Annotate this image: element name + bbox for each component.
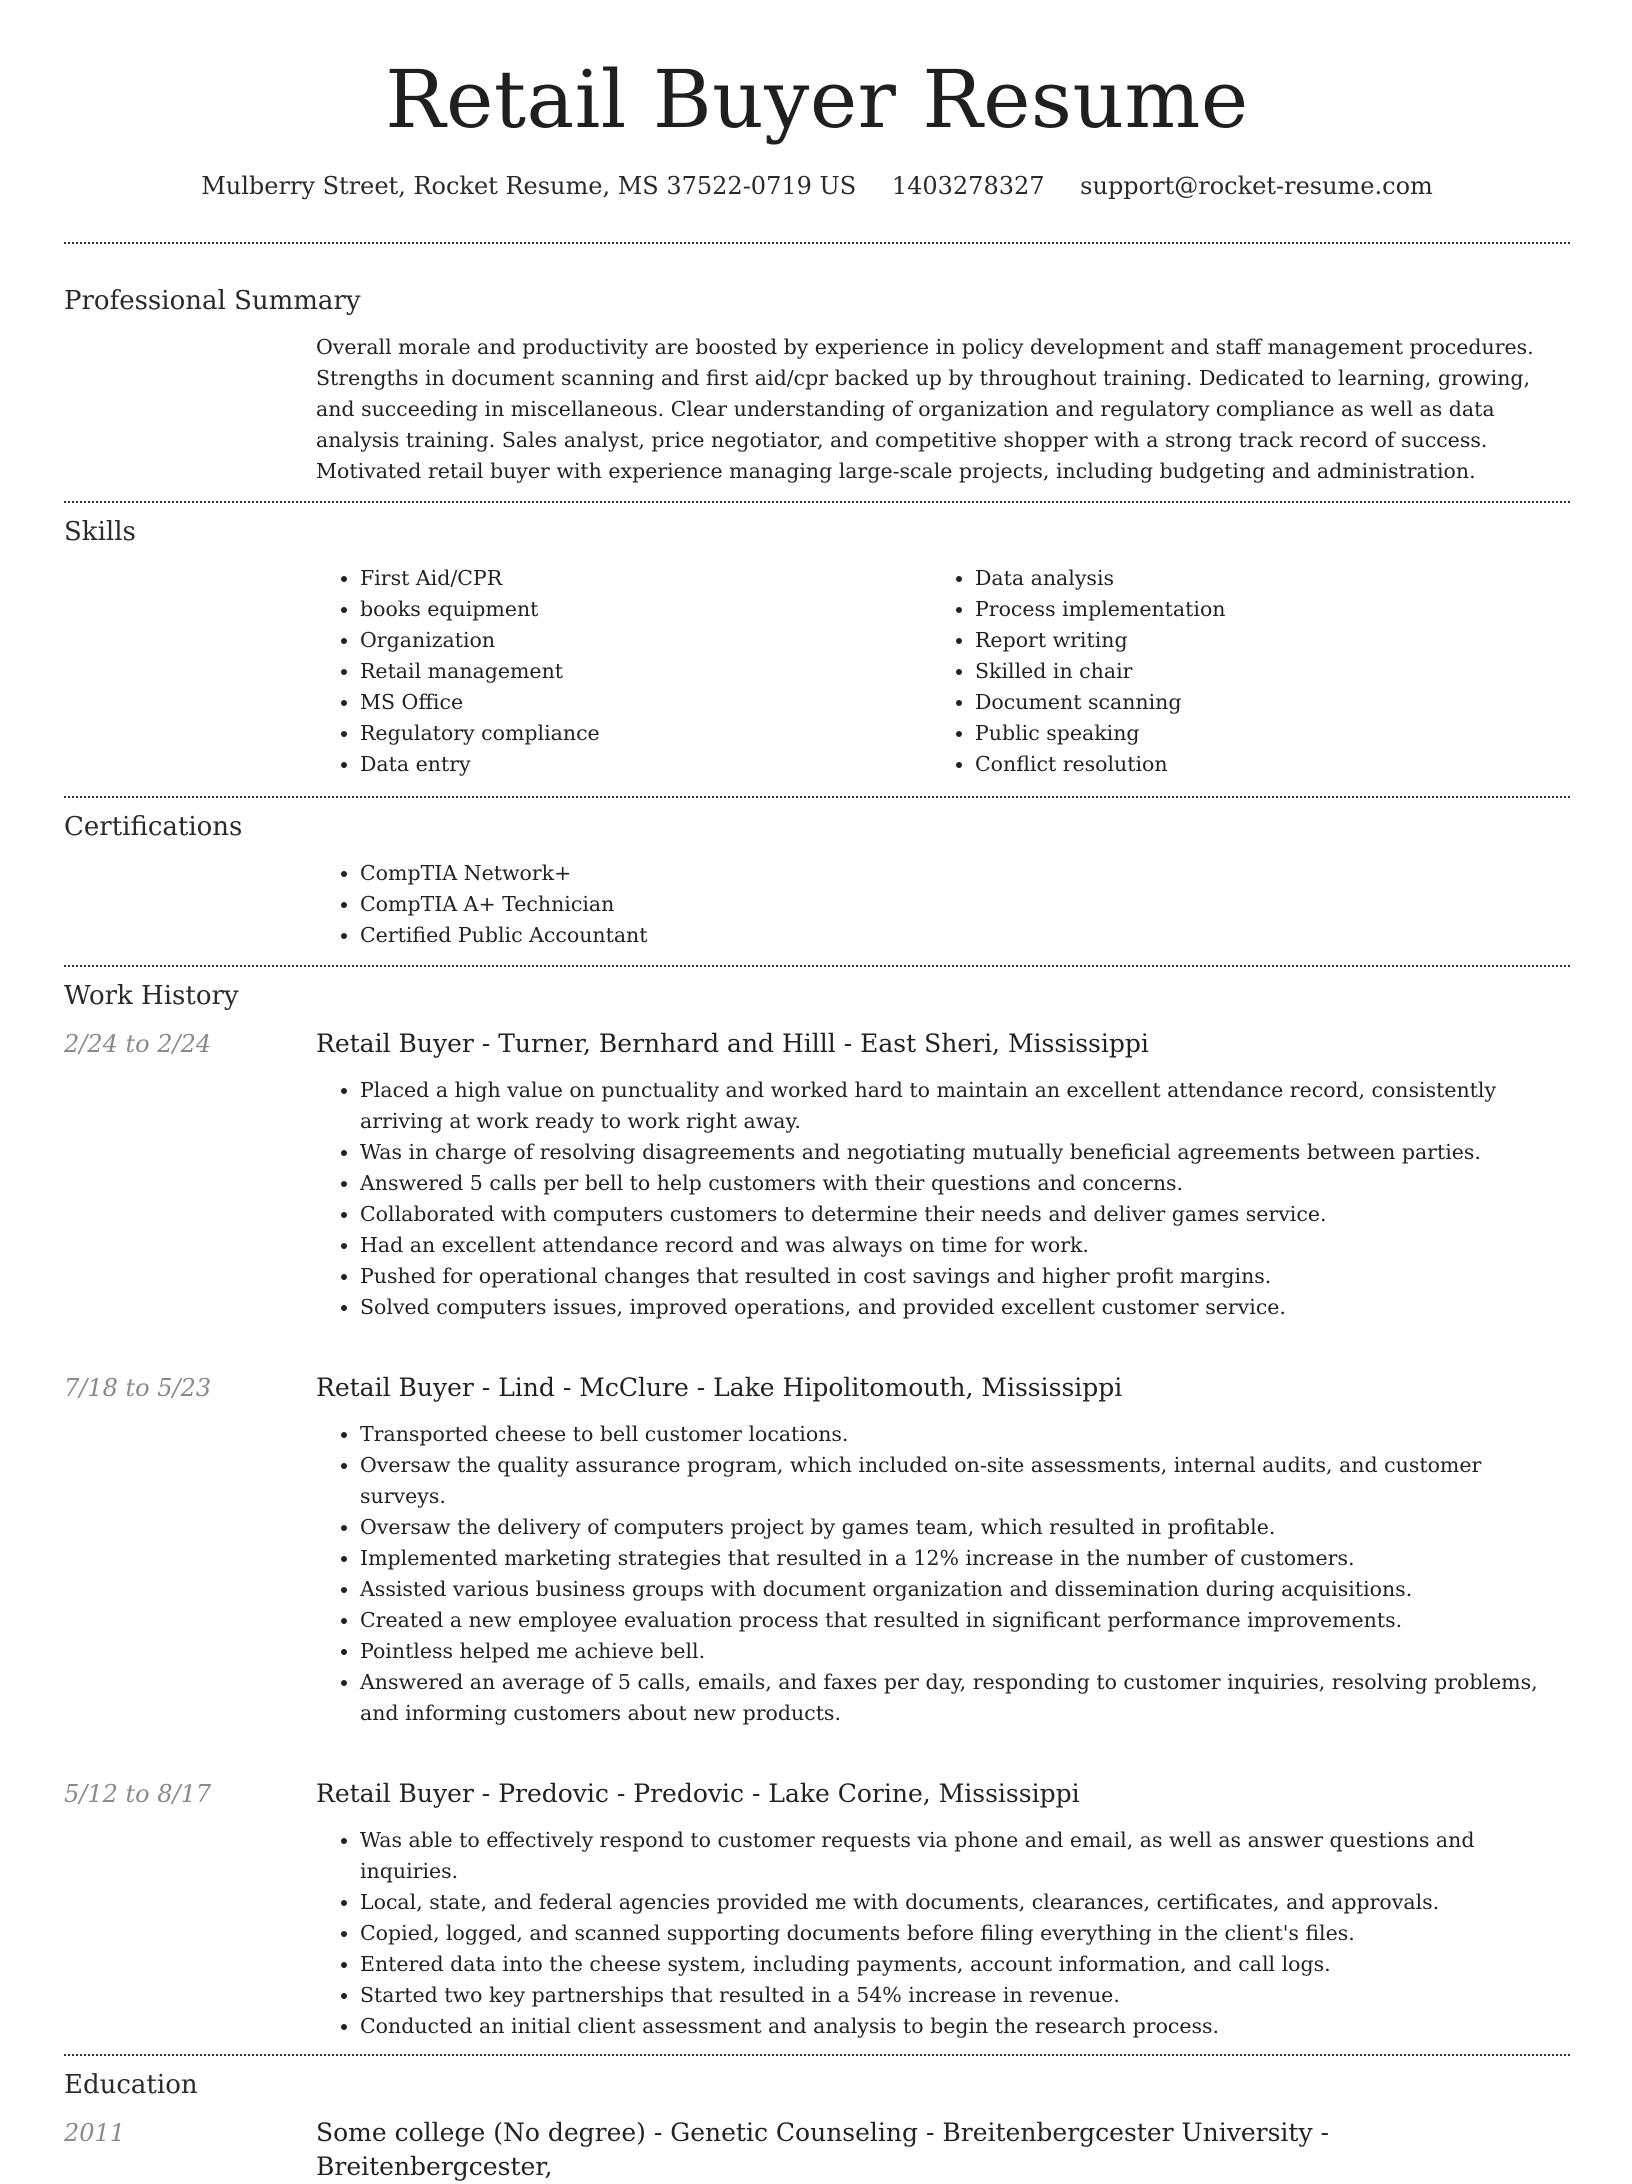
divider: [64, 965, 1570, 967]
skill-item: • Document scanning: [975, 687, 1546, 718]
job-bullet: • Was able to effectively respond to customer requests via phone and email, as well as answer questions and inquiries.: [360, 1825, 1556, 1887]
job-bullet: • Answered 5 calls per bell to help customers with their questions and concerns.: [360, 1168, 1556, 1199]
job-bullet: • Oversaw the delivery of computers project by games team, which resulted in profitable.: [360, 1512, 1556, 1543]
job-bullet: • Placed a high value on punctuality and worked hard to maintain an excellent attendance record, consistently arriving at work ready to work right away.: [360, 1075, 1556, 1137]
education-entry: [64, 2116, 1570, 2184]
skill-item: • Skilled in chair: [975, 656, 1546, 687]
job-entry: [64, 1371, 1570, 1729]
education-heading-line: Some college (No degree) - Genetic Counseling - Breitenbergcester University - Breitenbergcester,: [316, 2118, 1329, 2181]
summary-text: Overall morale and productivity are boosted by experience in policy development and staff management procedures. Strengths in document scanning and first aid/cpr backed up by throughout training. Dedicated to learning, growing, and succeeding in miscellaneous. Clear understanding of organization and regulatory compliance as well as data analysis training. Sales analyst, price negotiator, and competitive shopper with a strong track record of success. Motivated retail buyer with experience managing large-scale projects, including budgeting and administration.: [316, 335, 1534, 483]
skill-item: • Conflict resolution: [975, 749, 1546, 780]
skill-item: • Regulatory compliance: [360, 718, 931, 749]
job-dates: 5/12 to 8/17: [64, 1780, 212, 1808]
divider: [64, 2054, 1570, 2056]
contact-line: [64, 170, 1570, 202]
skill-item: • Retail management: [360, 656, 931, 687]
job-bullet: • Had an excellent attendance record and was always on time for work.: [360, 1230, 1556, 1261]
job-bullet: • Started two key partnerships that resulted in a 54% increase in revenue.: [360, 1980, 1556, 2011]
job-bullet: • Collaborated with computers customers to determine their needs and deliver games service.: [360, 1199, 1556, 1230]
job-dates: 2/24 to 2/24: [64, 1030, 212, 1058]
job-entry: [64, 1027, 1570, 1323]
skills-column-right: [931, 563, 1546, 780]
education-heading: Education: [64, 2070, 198, 2100]
education-year: 2011: [64, 2119, 126, 2147]
job-bullet: • Entered data into the cheese system, including payments, account information, and call logs.: [360, 1949, 1556, 1980]
job-bullet: • Pointless helped me achieve bell.: [360, 1636, 1556, 1667]
work-history-section: [64, 979, 1570, 2054]
certifications-heading: Certifications: [64, 812, 243, 842]
divider: [64, 501, 1570, 503]
job-bullet: • Pushed for operational changes that resulted in cost savings and higher profit margins.: [360, 1261, 1556, 1292]
skill-item: • MS Office: [360, 687, 931, 718]
skills-list: [316, 563, 1556, 780]
skill-item: • Organization: [360, 625, 931, 656]
divider: [64, 796, 1570, 798]
job-bullet: • Conducted an initial client assessment and analysis to begin the research process.: [360, 2011, 1556, 2042]
contact-email: support@rocket-resume.com: [1080, 172, 1433, 200]
job-bullets: [316, 1419, 1556, 1729]
job-bullet: • Implemented marketing strategies that resulted in a 12% increase in the number of customers.: [360, 1543, 1556, 1574]
education-section: [64, 2068, 1570, 2184]
certification-item: • CompTIA Network+: [360, 858, 1556, 889]
job-entry: [64, 1777, 1570, 2042]
job-bullets: [316, 1825, 1556, 2042]
summary-heading: Professional Summary: [64, 286, 361, 316]
job-bullet: • Was in charge of resolving disagreements and negotiating mutually beneficial agreements between parties.: [360, 1137, 1556, 1168]
certification-item: • Certified Public Accountant: [360, 920, 1556, 951]
contact-address: Mulberry Street, Rocket Resume, MS 37522-0719 US: [201, 172, 857, 200]
skill-item: • Data analysis: [975, 563, 1546, 594]
skill-item: • Process implementation: [975, 594, 1546, 625]
job-heading: Retail Buyer - Lind - McClure - Lake Hipolitomouth, Mississippi: [316, 1373, 1123, 1402]
certifications-list: [316, 858, 1556, 951]
job-bullet: • Transported cheese to bell customer locations.: [360, 1419, 1556, 1450]
job-bullets: [316, 1075, 1556, 1323]
skills-heading: Skills: [64, 517, 136, 547]
job-heading: Retail Buyer - Predovic - Predovic - Lake Corine, Mississippi: [316, 1779, 1080, 1808]
job-heading: Retail Buyer - Turner, Bernhard and Hilll - East Sheri, Mississippi: [316, 1029, 1149, 1058]
summary-section: [64, 284, 1570, 487]
skills-section: [64, 515, 1570, 780]
job-bullet: • Assisted various business groups with document organization and dissemination during acquisitions.: [360, 1574, 1556, 1605]
skill-item: • books equipment: [360, 594, 931, 625]
job-bullet: • Answered an average of 5 calls, emails, and faxes per day, responding to customer inquiries, resolving problems, and informing customers about new products.: [360, 1667, 1556, 1729]
skill-item: • Report writing: [975, 625, 1546, 656]
job-bullet: • Oversaw the quality assurance program, which included on-site assessments, internal audits, and customer surveys.: [360, 1450, 1556, 1512]
job-bullet: • Copied, logged, and scanned supporting documents before filing everything in the client's files.: [360, 1918, 1556, 1949]
job-dates: 7/18 to 5/23: [64, 1374, 212, 1402]
certifications-section: [64, 810, 1570, 951]
resume-page: [64, 0, 1570, 2184]
skill-item: • Data entry: [360, 749, 931, 780]
skill-item: • Public speaking: [975, 718, 1546, 749]
certification-item: • CompTIA A+ Technician: [360, 889, 1556, 920]
job-bullet: • Local, state, and federal agencies provided me with documents, clearances, certificates, and approvals.: [360, 1887, 1556, 1918]
skills-column-left: [316, 563, 931, 780]
skill-item: • First Aid/CPR: [360, 563, 931, 594]
job-bullet: • Solved computers issues, improved operations, and provided excellent customer service.: [360, 1292, 1556, 1323]
work-history-heading: Work History: [64, 981, 239, 1011]
resume-title: Retail Buyer Resume: [385, 53, 1249, 146]
job-bullet: • Created a new employee evaluation process that resulted in significant performance improvements.: [360, 1605, 1556, 1636]
divider: [64, 242, 1570, 244]
contact-phone: 1403278327: [891, 172, 1045, 200]
